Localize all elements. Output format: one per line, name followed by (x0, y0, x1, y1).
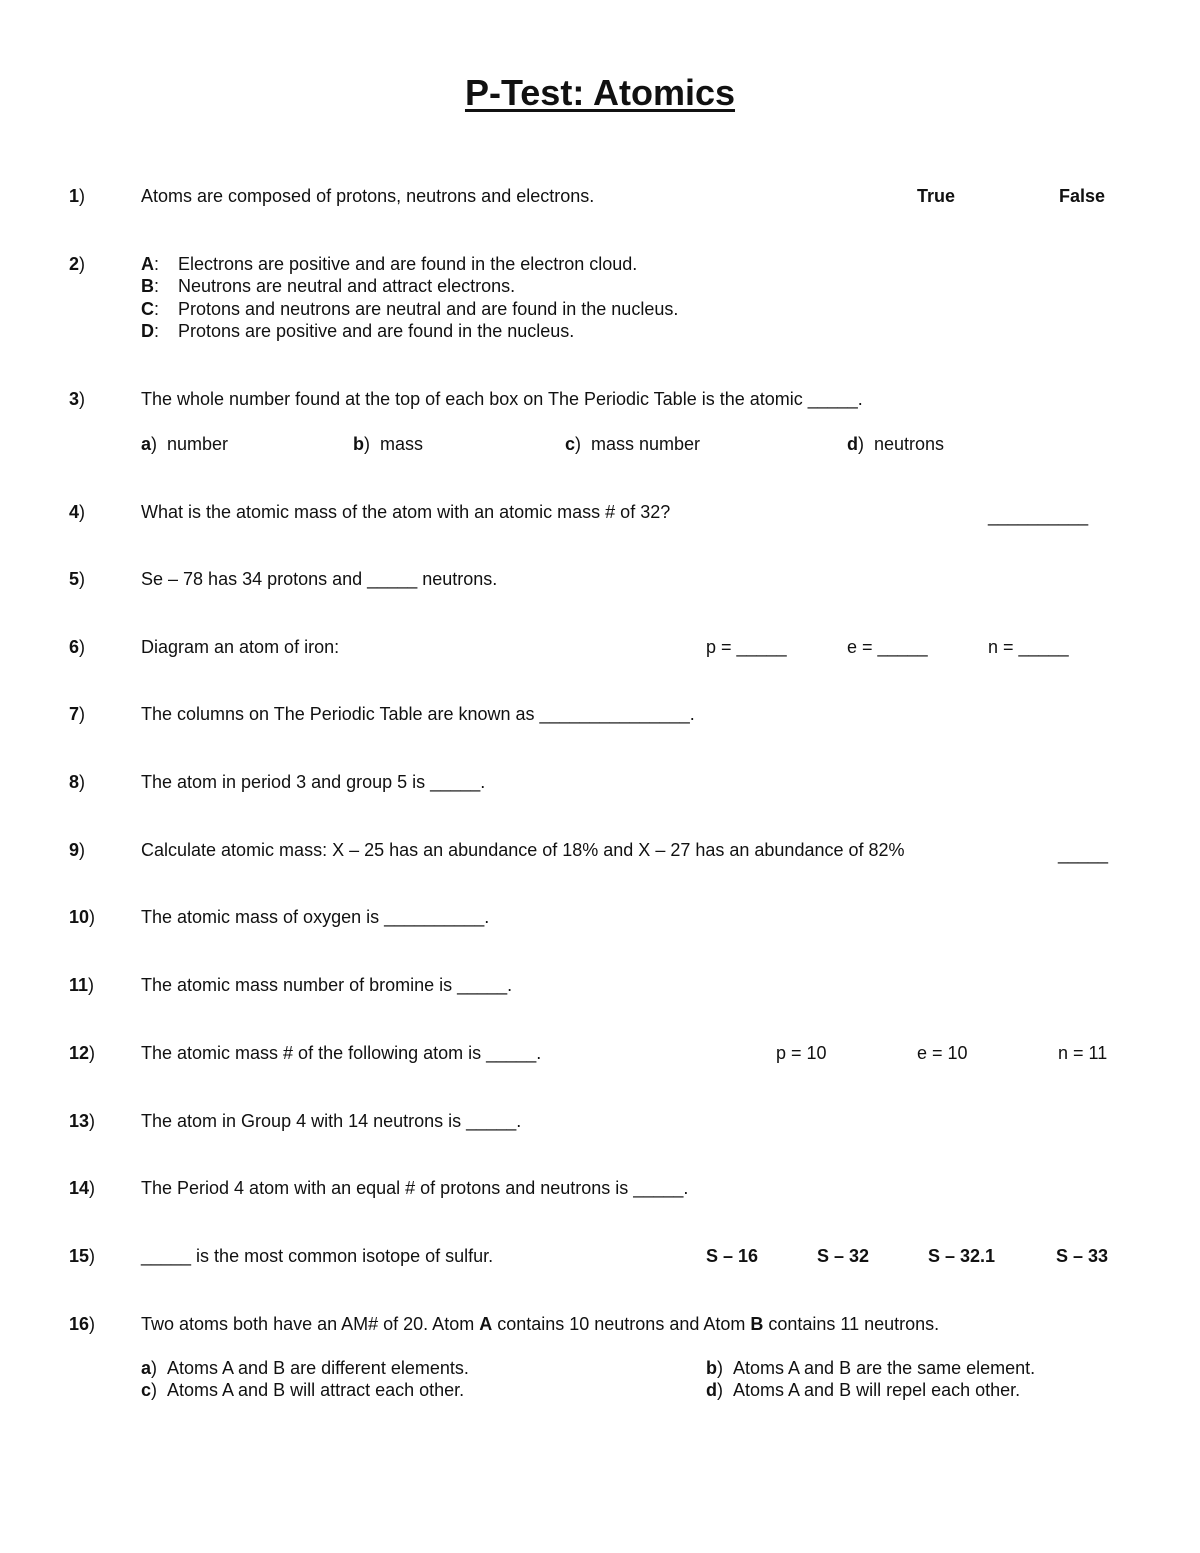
question-text: Diagram an atom of iron: (141, 637, 340, 657)
question-text: The atomic mass number of bromine is _____. (141, 975, 513, 995)
choice-letter: c (141, 1380, 152, 1400)
option-letter: B (141, 276, 154, 296)
question-text: _____ is the most common isotope of sulfur. (141, 1246, 494, 1266)
electrons-blank[interactable]: e = _____ (847, 637, 928, 657)
question-number: 10 (69, 907, 90, 927)
choice-letter: d (706, 1380, 717, 1400)
question-11: 11) (69, 975, 95, 995)
question-number: 12 (69, 1043, 90, 1063)
choice-d[interactable]: d) neutrons (847, 434, 945, 454)
question-3: 3) (69, 389, 86, 409)
choice-text: neutrons (874, 434, 945, 454)
option-text: Protons and neutrons are neutral and are found in the nucleus. (178, 299, 679, 319)
question-1: 1) (69, 186, 86, 206)
choice-c[interactable]: c) mass number (565, 434, 701, 454)
question-2: 2) (69, 254, 86, 274)
question-text-part: Two atoms both have an AM# of 20. Atom (141, 1314, 480, 1334)
protons-value: p = 10 (776, 1043, 827, 1063)
option-letter: D (141, 321, 154, 341)
choice-text: Atoms A and B will attract each other. (167, 1380, 465, 1400)
question-number: 15 (69, 1246, 90, 1266)
question-text: The whole number found at the top of each box on The Periodic Table is the atomic _____. (141, 389, 863, 409)
neutrons-value: n = 11 (1058, 1043, 1108, 1063)
question-number: 1 (69, 186, 80, 206)
choice-b[interactable]: b) Atoms A and B are the same element. (706, 1358, 1036, 1378)
choice-letter: a (141, 434, 152, 454)
page-title: P-Test: Atomics (464, 72, 736, 113)
question-number: 14 (69, 1178, 90, 1198)
question-text: Calculate atomic mass: X – 25 has an abundance of 18% and X – 27 has an abundance of 82% (141, 840, 905, 860)
question-number: 16 (69, 1314, 90, 1334)
question-number: 7 (69, 704, 80, 724)
option-letter: A (141, 254, 154, 274)
option-text: Protons are positive and are found in the nucleus. (178, 321, 575, 341)
question-number: 11 (69, 975, 89, 995)
option-d[interactable]: D: (141, 321, 160, 341)
option-c[interactable]: C: (141, 299, 160, 319)
question-8: 8) (69, 772, 86, 792)
question-16: 16) (69, 1314, 96, 1334)
question-13: 13) (69, 1111, 96, 1131)
question-text: The atomic mass of oxygen is __________. (141, 907, 490, 927)
choice-letter: a (141, 1358, 152, 1378)
isotope-choice[interactable]: S – 32.1 (928, 1246, 996, 1266)
question-text: Se – 78 has 34 protons and _____ neutrons. (141, 569, 498, 589)
question-text: What is the atomic mass of the atom with an atomic mass # of 32? (141, 502, 671, 522)
answer-blank[interactable]: __________ (988, 506, 1089, 526)
option-text: Electrons are positive and are found in the electron cloud. (178, 254, 638, 274)
question-text-part: contains 11 neutrons. (763, 1314, 940, 1334)
option-a[interactable]: A: (141, 254, 160, 274)
choice-text: Atoms A and B will repel each other. (733, 1380, 1021, 1400)
question-text: The atom in Group 4 with 14 neutrons is _____. (141, 1111, 522, 1131)
question-10: 10) (69, 907, 96, 927)
choice-text: Atoms A and B are the same element. (733, 1358, 1036, 1378)
choice-text: number (167, 434, 229, 454)
question-number: 13 (69, 1111, 90, 1131)
choice-letter: c (565, 434, 576, 454)
question-number: 3 (69, 389, 80, 409)
isotope-choice[interactable]: S – 16 (706, 1246, 759, 1266)
option-text: Neutrons are neutral and attract electrons. (178, 276, 516, 296)
neutrons-blank[interactable]: n = _____ (988, 637, 1069, 657)
question-text: Atoms are composed of protons, neutrons and electrons. (141, 186, 595, 206)
question-text: The Period 4 atom with an equal # of protons and neutrons is _____. (141, 1178, 689, 1198)
choice-text: Atoms A and B are different elements. (167, 1358, 469, 1378)
option-b[interactable]: B: (141, 276, 160, 296)
question-text-part: contains 10 neutrons and Atom (492, 1314, 751, 1334)
isotope-choice[interactable]: S – 32 (817, 1246, 870, 1266)
question-text: The atom in period 3 and group 5 is _____. (141, 772, 486, 792)
question-text: The columns on The Periodic Table are known as _______________. (141, 704, 695, 724)
question-15: 15) (69, 1246, 96, 1266)
choice-text: mass number (591, 434, 701, 454)
question-number: 5 (69, 569, 80, 589)
choice-a[interactable]: a) Atoms A and B are different elements. (141, 1358, 469, 1378)
option-letter: C (141, 299, 154, 319)
choice-letter: b (706, 1358, 717, 1378)
question-4: 4) (69, 502, 86, 522)
electrons-value: e = 10 (917, 1043, 968, 1063)
true-option[interactable]: True (917, 186, 956, 206)
question-number: 6 (69, 637, 80, 657)
question-7: 7) (69, 704, 86, 724)
question-12: 12) (69, 1043, 96, 1063)
question-number: 8 (69, 772, 80, 792)
atom-b-label: B (750, 1314, 764, 1334)
question-text (141, 1313, 939, 1335)
false-option[interactable]: False (1059, 186, 1106, 206)
choice-letter: b (353, 434, 364, 454)
question-6: 6) (69, 637, 86, 657)
choice-letter: d (847, 434, 858, 454)
isotope-choice[interactable]: S – 33 (1056, 1246, 1109, 1266)
question-number: 4 (69, 502, 80, 522)
choice-text: mass (380, 434, 424, 454)
atom-a-label: A (479, 1314, 493, 1334)
question-number: 2 (69, 254, 80, 274)
question-9: 9) (69, 840, 86, 860)
choice-c[interactable]: c) Atoms A and B will attract each other. (141, 1380, 465, 1400)
question-5: 5) (69, 569, 86, 589)
choice-b[interactable]: b) mass (353, 434, 424, 454)
choice-d[interactable]: d) Atoms A and B will repel each other. (706, 1380, 1021, 1400)
question-14: 14) (69, 1178, 96, 1198)
question-number: 9 (69, 840, 80, 860)
protons-blank[interactable]: p = _____ (706, 637, 787, 657)
answer-blank[interactable]: _____ (1058, 844, 1109, 864)
choice-a[interactable]: a) number (141, 434, 229, 454)
question-text: The atomic mass # of the following atom is _____. (141, 1043, 542, 1063)
